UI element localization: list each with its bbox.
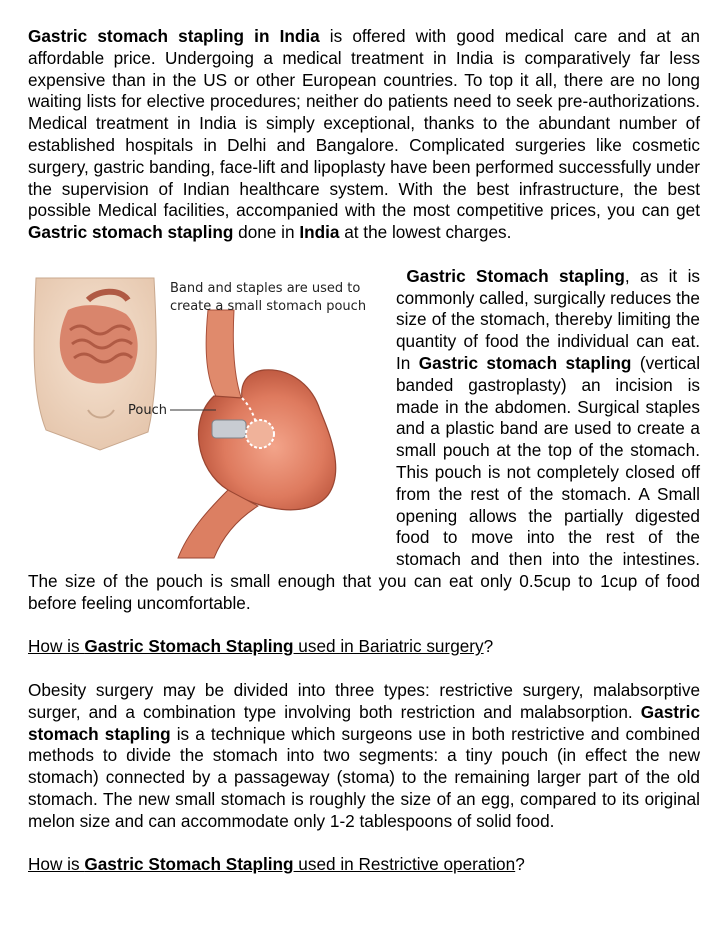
intro-bold-1: Gastric stomach stapling in India — [28, 26, 320, 46]
intro-text-1: is offered with good medical care and at an affordable price. Undergoing a medical treatment in India is comparatively far less expensive than in the US or other European countries. To top it all, there are no long waiting lists for elective procedures; neither do patients need to seek pre-authorizations. Medical treatment in India is simply exceptional, thanks to the abundant number of established hospitals in Delhi and Bangalore. Complicated surgeries like cosmetic surgery, gastric banding, face-lift and lipoplasty have been performed successfully under the supervision of Indian healthcare system. With the best infrastructure, the best possible Medical facilities, accompanied with the most competitive prices, you can get — [28, 26, 700, 221]
procedure-text-2: (vertical banded gastroplasty) an incision is made in the abdomen. Surgical staples and a plastic band are used to create a small pouch at the top of the stomach. This pouch is not completely closed off from the rest of the stomach. A Small opening allows the partially digested food to move into the rest of the stomach and then into the intestines. The size of the pouch is small enough that you can eat only 0.5cup to 1cup of food before feeling uncomfortable. — [28, 352, 701, 613]
figure-caption-line-2: create a small stomach pouch — [170, 298, 367, 314]
procedure-bold-1: Gastric Stomach stapling — [406, 265, 625, 286]
heading-restrictive-bold: Gastric Stomach Stapling — [84, 854, 294, 875]
heading-bariatric[interactable] — [28, 636, 700, 658]
figure-caption-line-1: Band and staples are used to — [170, 280, 361, 296]
obesity-text-1: Obesity surgery may be divided into three types: restrictive surgery, malabsorptive surger, and a combination type involving both restriction and malabsorption. — [28, 679, 700, 722]
obesity-bold-1: Gastric stomach stapling — [28, 701, 700, 744]
torso-inset — [34, 278, 156, 450]
heading-bariatric-qmark: ? — [483, 636, 494, 657]
heading-restrictive-pre: How is — [28, 854, 85, 875]
stomach-shape — [178, 370, 336, 558]
heading-restrictive[interactable] — [28, 854, 700, 876]
pouch-label: Pouch — [128, 402, 167, 418]
procedure-bold-2: Gastric stomach stapling — [418, 352, 632, 373]
document-page — [28, 26, 700, 876]
intro-text-3: at the lowest charges. — [339, 222, 512, 243]
intro-paragraph — [28, 26, 700, 244]
stomach-stapling-illustration — [28, 270, 390, 560]
intro-bold-2: Gastric stomach stapling — [28, 222, 234, 243]
obesity-text-2: is a technique which surgeons use in both restrictive and combined methods to divide the stomach into two segments: a tiny pouch (in effect the new stomach) connected by a passageway (stoma) to the remaining larger part of the old stomach. The new small stomach is roughly the size of an egg, compared to its original melon size and can accommodate only 1-2 tablespoons of solid food. — [28, 723, 700, 831]
heading-bariatric-pre: How is — [28, 636, 85, 657]
obesity-paragraph — [28, 680, 700, 833]
stomach-illustration-svg — [28, 270, 390, 560]
intro-text-2: done in — [233, 222, 300, 243]
intro-bold-3: India — [299, 222, 340, 243]
heading-restrictive-post: used in Restrictive operation — [293, 854, 516, 875]
heading-bariatric-post: used in Bariatric surgery — [293, 636, 484, 657]
heading-bariatric-bold: Gastric Stomach Stapling — [84, 636, 294, 657]
heading-restrictive-qmark: ? — [515, 854, 525, 875]
procedure-text-1: , as it is commonly called, surgically reduces the size of the stomach, thereby limiting the quantity of food the individual can eat. In — [396, 265, 700, 373]
